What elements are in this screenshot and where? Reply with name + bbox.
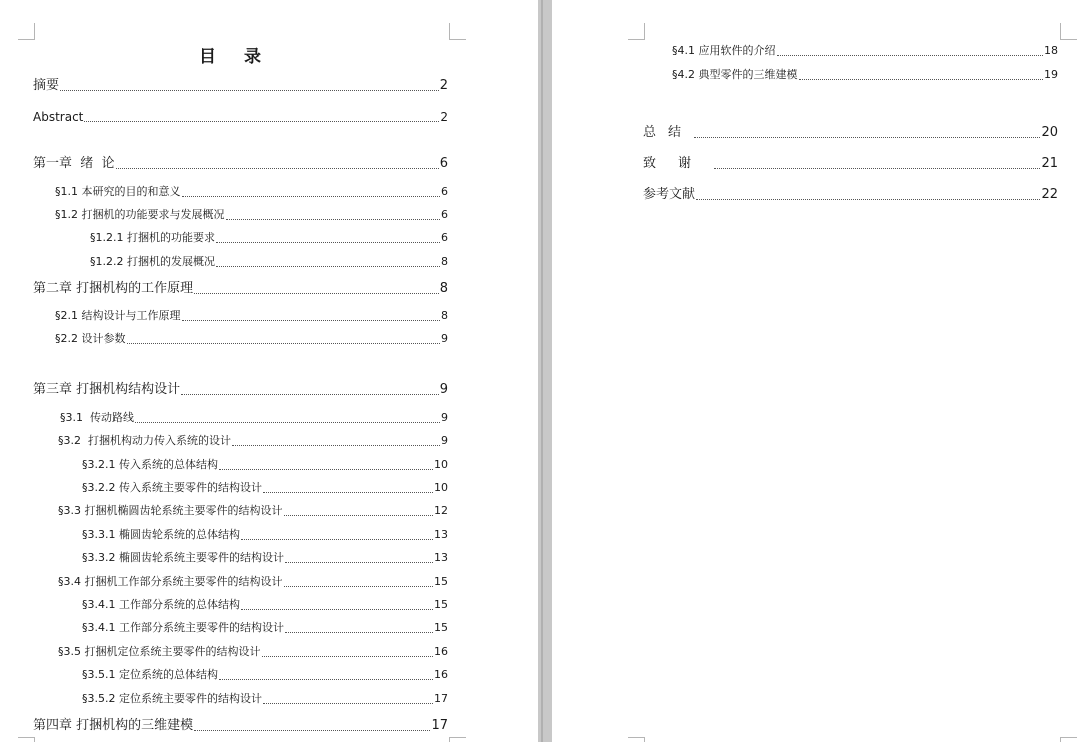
crop-mark-bottom-left xyxy=(628,737,645,742)
entry-label: §3.3 打捆机椭圆齿轮系统主要零件的结构设计 xyxy=(58,504,283,517)
dot-leader xyxy=(262,656,434,657)
entry-page: 6 xyxy=(441,185,448,198)
entry-label: §3.5.2 定位系统主要零件的结构设计 xyxy=(82,692,262,705)
entry-label: §2.2 设计参数 xyxy=(55,332,126,345)
entry-label: §3.2.2 传入系统主要零件的结构设计 xyxy=(82,481,262,494)
entry-page: 22 xyxy=(1041,187,1058,202)
dot-leader xyxy=(285,632,433,633)
entry-label: §4.1 应用软件的介绍 xyxy=(672,44,776,57)
toc-entry-3-2-2[interactable] xyxy=(82,480,448,496)
entry-page: 9 xyxy=(439,382,448,397)
dot-leader xyxy=(263,703,433,704)
entry-label: §3.5.1 定位系统的总体结构 xyxy=(82,668,218,681)
dot-leader xyxy=(127,343,441,344)
crop-mark-top-left xyxy=(18,23,35,40)
dot-leader xyxy=(219,679,433,680)
entry-label: §3.2 打捆机构动力传入系统的设计 xyxy=(58,434,231,447)
toc-entry-chapter-1[interactable] xyxy=(33,156,448,172)
entry-page: 8 xyxy=(441,255,448,268)
entry-page: 8 xyxy=(439,281,448,296)
dot-leader xyxy=(284,515,434,516)
toc-entry-1-2[interactable] xyxy=(55,207,448,223)
crop-mark-bottom-right xyxy=(449,737,466,742)
toc-entry-3-4[interactable] xyxy=(58,574,448,590)
dot-leader xyxy=(84,121,439,122)
entry-label: §1.2.1 打捆机的功能要求 xyxy=(90,231,215,244)
document-page-left xyxy=(0,0,538,742)
dot-leader xyxy=(194,730,430,731)
entry-page: 2 xyxy=(439,78,448,93)
crop-mark-bottom-right xyxy=(1060,737,1077,742)
toc-entry-4-1[interactable] xyxy=(672,43,1058,59)
entry-page: 16 xyxy=(434,668,448,681)
dot-leader xyxy=(799,79,1044,80)
entry-page: 10 xyxy=(434,458,448,471)
entry-label: 致谢 xyxy=(643,156,714,171)
entry-page: 16 xyxy=(434,645,448,658)
entry-label: §3.4.1 工作部分系统的总体结构 xyxy=(82,598,240,611)
dot-leader xyxy=(284,586,434,587)
entry-label: §3.3.2 椭圆齿轮系统主要零件的结构设计 xyxy=(82,551,284,564)
entry-label: §1.2 打捆机的功能要求与发展概况 xyxy=(55,208,225,221)
crop-mark-top-left xyxy=(628,23,645,40)
entry-page: 13 xyxy=(434,528,448,541)
entry-page: 2 xyxy=(440,110,448,124)
toc-entry-1-2-1[interactable] xyxy=(90,230,448,246)
crop-mark-top-right xyxy=(1060,23,1077,40)
dot-leader xyxy=(226,219,441,220)
entry-page: 6 xyxy=(441,208,448,221)
entry-label: 参考文献 xyxy=(643,187,696,202)
entry-page: 9 xyxy=(441,411,448,424)
toc-entry-chapter-2[interactable] xyxy=(33,281,448,297)
entry-page: 18 xyxy=(1044,44,1058,57)
toc-entry-3-4-1b[interactable] xyxy=(82,620,448,636)
entry-page: 6 xyxy=(439,156,448,171)
dot-leader xyxy=(216,266,440,267)
document-page-right xyxy=(552,0,1088,742)
toc-entry-chapter-3[interactable] xyxy=(33,382,448,398)
dot-leader xyxy=(232,445,440,446)
entry-label: §4.2 典型零件的三维建模 xyxy=(672,68,798,81)
dot-leader xyxy=(241,609,433,610)
entry-label: 摘要 xyxy=(33,78,60,93)
entry-page: 15 xyxy=(434,621,448,634)
toc-entry-acknowledgement[interactable] xyxy=(643,156,1058,172)
dot-leader xyxy=(194,293,439,294)
dot-leader xyxy=(285,562,433,563)
toc-entry-references[interactable] xyxy=(643,187,1058,203)
page-gutter xyxy=(538,0,552,742)
entry-label: 第一章 绪 论 xyxy=(33,156,115,171)
toc-entry-3-5-2[interactable] xyxy=(82,691,448,707)
entry-label: §3.5 打捆机定位系统主要零件的结构设计 xyxy=(58,645,261,658)
toc-entry-1-1[interactable] xyxy=(55,184,448,200)
entry-page: 15 xyxy=(434,575,448,588)
entry-label: Abstract xyxy=(33,110,84,124)
toc-entry-3-1[interactable] xyxy=(60,410,448,426)
entry-page: 17 xyxy=(431,718,448,733)
toc-entry-3-5-1[interactable] xyxy=(82,667,448,683)
toc-entry-3-3[interactable] xyxy=(58,503,448,519)
entry-page: 21 xyxy=(1041,156,1058,171)
toc-entry-3-2-1[interactable] xyxy=(82,457,448,473)
entry-page: 8 xyxy=(441,309,448,322)
entry-page: 6 xyxy=(441,231,448,244)
dot-leader xyxy=(181,394,439,395)
entry-label: §3.4.1 工作部分系统主要零件的结构设计 xyxy=(82,621,284,634)
dot-leader xyxy=(116,168,439,169)
entry-page: 20 xyxy=(1041,125,1058,140)
entry-label: 第二章 打捆机构的工作原理 xyxy=(33,281,194,296)
toc-entry-1-2-2[interactable] xyxy=(90,254,448,270)
dot-leader xyxy=(263,492,433,493)
toc-entry-chapter-4[interactable] xyxy=(33,718,448,734)
dot-leader xyxy=(714,168,1040,169)
entry-page: 15 xyxy=(434,598,448,611)
dot-leader xyxy=(696,199,1040,200)
entry-page: 10 xyxy=(434,481,448,494)
entry-label: §1.1 本研究的目的和意义 xyxy=(55,185,181,198)
entry-label: 总结 xyxy=(643,125,694,140)
entry-label: §1.2.2 打捆机的发展概况 xyxy=(90,255,215,268)
dot-leader xyxy=(241,539,433,540)
entry-label: 第三章 打捆机构结构设计 xyxy=(33,382,181,397)
entry-page: 9 xyxy=(441,434,448,447)
toc-entry-4-2[interactable] xyxy=(672,67,1058,83)
toc-entry-abstract-cn[interactable] xyxy=(33,78,448,94)
entry-page: 9 xyxy=(441,332,448,345)
crop-mark-bottom-left xyxy=(18,737,35,742)
entry-label: §2.1 结构设计与工作原理 xyxy=(55,309,181,322)
entry-label: 第四章 打捆机构的三维建模 xyxy=(33,718,194,733)
dot-leader xyxy=(182,320,441,321)
dot-leader xyxy=(216,242,440,243)
toc-entry-2-1[interactable] xyxy=(55,308,448,324)
entry-page: 19 xyxy=(1044,68,1058,81)
toc-entry-3-3-1[interactable] xyxy=(82,527,448,543)
toc-entry-3-5[interactable] xyxy=(58,644,448,660)
entry-label: §3.3.1 椭圆齿轮系统的总体结构 xyxy=(82,528,240,541)
toc-entry-3-3-2[interactable] xyxy=(82,550,448,566)
toc-entry-conclusion[interactable] xyxy=(643,125,1058,141)
toc-entry-3-4-1[interactable] xyxy=(82,597,448,613)
dot-leader xyxy=(694,137,1040,138)
toc-entry-2-2[interactable] xyxy=(55,331,448,347)
entry-label: §3.1 传动路线 xyxy=(60,411,134,424)
entry-page: 13 xyxy=(434,551,448,564)
entry-page: 17 xyxy=(434,692,448,705)
toc-entry-3-2[interactable] xyxy=(58,433,448,449)
toc-title: 目录 xyxy=(199,47,289,67)
toc-entry-abstract-en[interactable] xyxy=(33,109,448,125)
dot-leader xyxy=(777,55,1044,56)
dot-leader xyxy=(219,469,433,470)
crop-mark-top-right xyxy=(449,23,466,40)
dot-leader xyxy=(60,90,439,91)
entry-label: §3.2.1 传入系统的总体结构 xyxy=(82,458,218,471)
dot-leader xyxy=(135,422,440,423)
entry-label: §3.4 打捆机工作部分系统主要零件的结构设计 xyxy=(58,575,283,588)
dot-leader xyxy=(182,196,441,197)
entry-page: 12 xyxy=(434,504,448,517)
